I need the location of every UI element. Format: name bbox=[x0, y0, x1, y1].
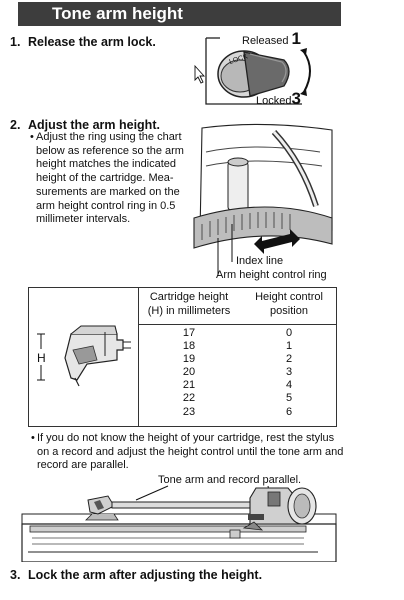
step-1-number: 1. bbox=[10, 35, 21, 49]
turntable-figure bbox=[18, 474, 348, 562]
step-2-text: Adjust the arm height. bbox=[28, 118, 160, 132]
step-2-number: 2. bbox=[10, 118, 21, 132]
height-ring-figure bbox=[192, 122, 340, 286]
table-cell: 17 bbox=[182, 327, 196, 339]
table-cell: 3 bbox=[285, 366, 293, 379]
table-cell: 21 bbox=[182, 379, 196, 392]
parallel-caption: Tone arm and record parallel. bbox=[158, 474, 302, 486]
bullet: • bbox=[30, 131, 34, 143]
index-line-label: Index line bbox=[236, 255, 284, 267]
section-title: Tone arm height bbox=[52, 4, 183, 23]
control-ring-label: Arm height control ring bbox=[216, 269, 327, 281]
step-3 bbox=[10, 568, 262, 583]
step-3-text: Lock the arm after adjusting the height. bbox=[28, 568, 263, 582]
section-header bbox=[18, 2, 341, 26]
step-1-text: Release the arm lock. bbox=[28, 35, 156, 49]
table-cell: 19 bbox=[182, 353, 196, 366]
locked-label: Locked3 bbox=[256, 89, 301, 108]
height-position-column bbox=[241, 327, 337, 419]
arm-lock-figure bbox=[190, 30, 340, 112]
step-2-instructions: • Adjust the ring using the chart below as reference so the arm height matches the indicated height of the cartridge. Mea- surements are marked on the arm height control ring in 0.5 millimeter intervals. bbox=[30, 131, 184, 226]
parallel-note-text: If you do not know the height of your cartridge, rest the stylus on a record and adjust the height control until the tone arm and record are parallel. bbox=[37, 432, 344, 472]
bullet: • bbox=[31, 432, 35, 444]
table-cell: 1 bbox=[285, 340, 293, 353]
step-1 bbox=[10, 35, 156, 50]
cartridge-height-header: Cartridge height (H) in millimeters bbox=[147, 291, 231, 317]
parallel-note bbox=[31, 432, 346, 473]
cursor-icon bbox=[195, 66, 204, 83]
table-cell: 4 bbox=[285, 379, 293, 392]
table-cell: 23 bbox=[182, 405, 196, 418]
table-cell: 20 bbox=[182, 366, 196, 379]
table-cell: 2 bbox=[285, 353, 293, 366]
cartridge-illustration bbox=[31, 320, 135, 400]
chart-header-divider bbox=[138, 324, 336, 325]
table-cell: 18 bbox=[182, 340, 196, 353]
cartridge-height-column bbox=[139, 327, 239, 419]
released-label: Released 1 bbox=[242, 29, 302, 48]
table-cell: 6 bbox=[285, 405, 293, 418]
dimension-h-label: H bbox=[37, 351, 46, 365]
turntable-illustration bbox=[18, 474, 348, 562]
table-cell: 5 bbox=[285, 392, 293, 405]
table-cell: 0 bbox=[285, 327, 293, 339]
step-3-number: 3. bbox=[10, 568, 21, 582]
table-cell: 22 bbox=[182, 392, 196, 405]
lock-knob-label: LOCK bbox=[228, 53, 249, 66]
cartridge-height-chart bbox=[28, 287, 337, 427]
height-position-header: Height control position bbox=[255, 291, 323, 317]
